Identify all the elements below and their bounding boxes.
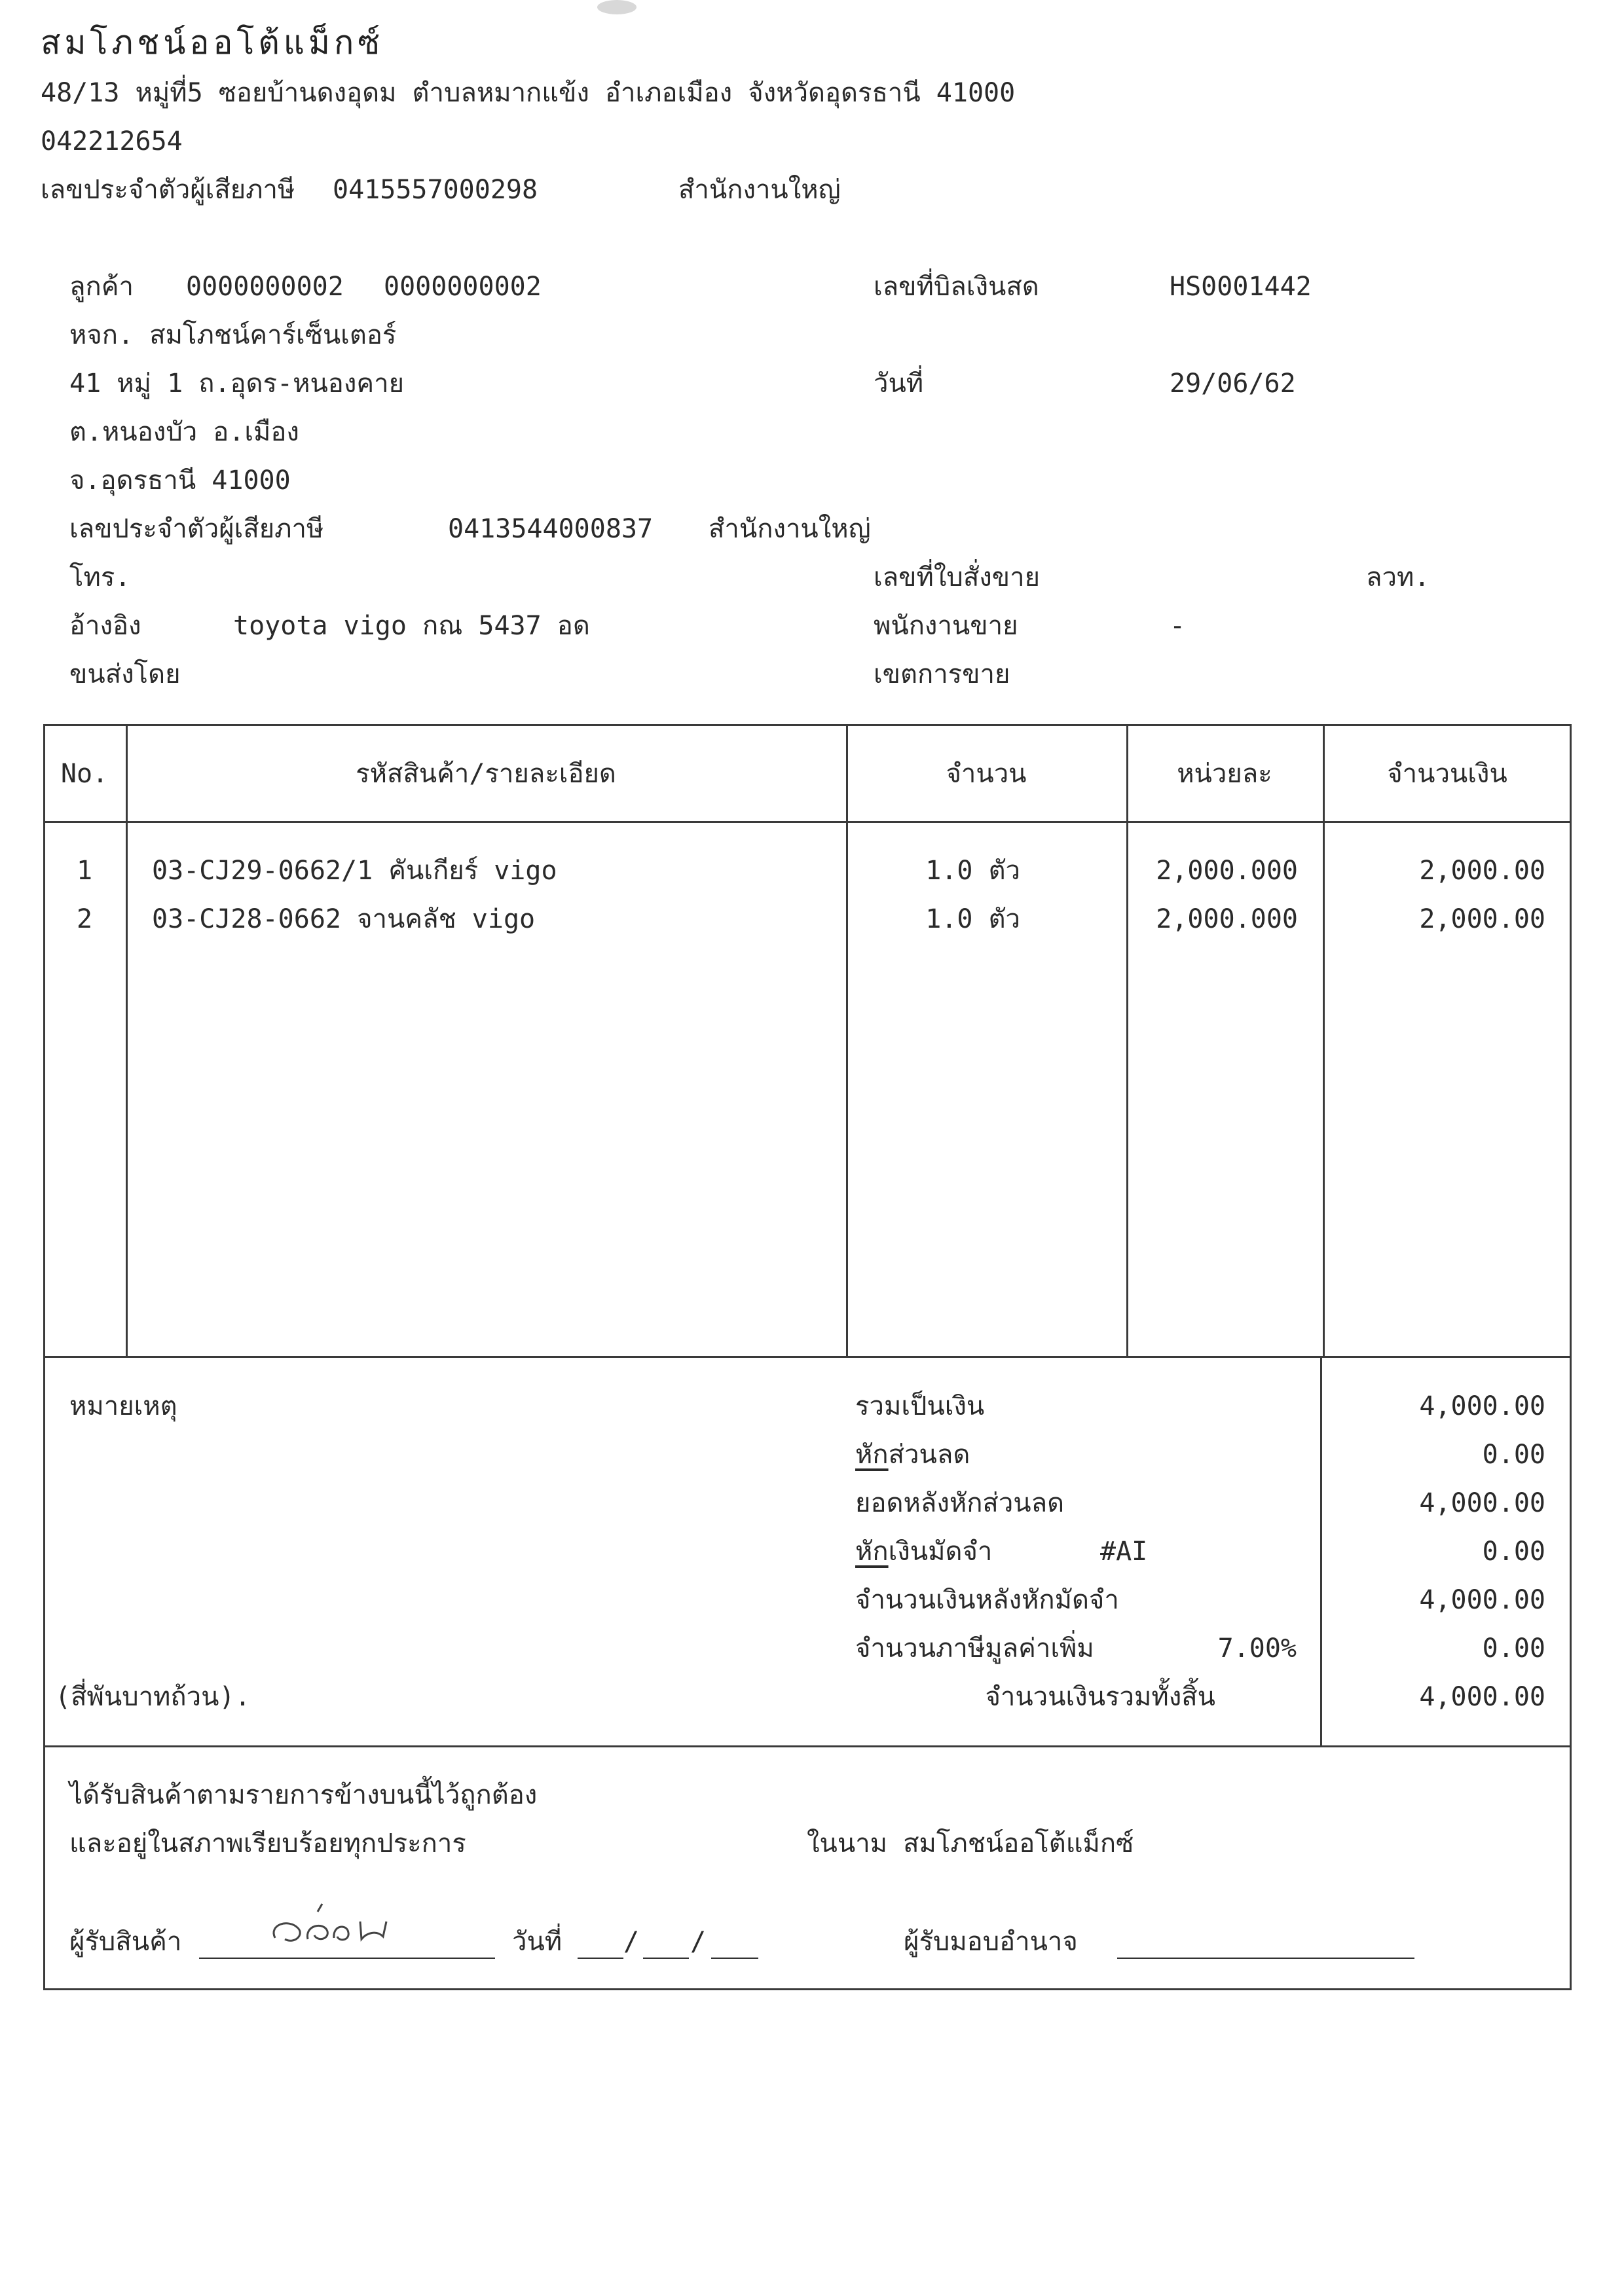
header-unit-price: หน่วยละ (1177, 759, 1272, 789)
received-line-2: และอยู่ในสภาพเรียบร้อยทุกประการ (69, 1829, 466, 1859)
customer-phone-label: โทร. (69, 562, 131, 592)
deposit-value: 0.00 (1482, 1537, 1545, 1567)
col-divider-1 (126, 724, 128, 1358)
grand-total-label: จำนวนเงินรวมทั้งสิ้น (985, 1682, 1215, 1712)
customer-ref: toyota vigo กณ 5437 อด (233, 611, 590, 641)
company-branch: สำนักงานใหญ่ (678, 175, 841, 205)
company-tax-id-label: เลขประจำตัวผู้เสียภาษี (41, 175, 295, 205)
row-1-no: 1 (76, 856, 93, 886)
discount-label-rest: ส่วนลด (888, 1440, 970, 1470)
deposit-label (855, 1539, 992, 1565)
subtotal-label: รวมเป็นเงิน (855, 1391, 985, 1421)
company-address: 48/13 หมู่ที่5 ซอยบ้านดงอุดม ตำบลหมากแข้ง อำเภอเมือง จังหวัดอุดรธานี 41000 (41, 78, 1016, 108)
customer-ship-label: ขนส่งโดย (69, 659, 181, 689)
discount-label-prefix: หัก (855, 1440, 889, 1470)
summary-divider (1320, 1356, 1322, 1747)
customer-address-2: ต.หนองบัว อ.เมือง (69, 417, 299, 447)
row-2-description: 03-CJ28-0662 จานคลัช vigo (152, 904, 536, 934)
customer-ref-label: อ้างอิง (69, 611, 141, 641)
after-discount-label: ยอดหลังหักส่วนลด (855, 1488, 1065, 1518)
receive-date-label: วันที่ (512, 1927, 563, 1957)
customer-label: ลูกค้า (69, 272, 134, 302)
company-name: สมโภชน์ออโต้แม็กซ์ (41, 24, 384, 62)
amount-in-words: (สี่พันบาทถ้วน). (55, 1682, 251, 1712)
row-1-unit-price: 2,000.000 (1156, 856, 1298, 886)
salesperson: - (1170, 611, 1186, 641)
header-quantity: จำนวน (946, 759, 1027, 789)
company-phone: 042212654 (41, 126, 183, 156)
col-divider-2 (846, 724, 848, 1358)
salesperson-label: พนักงานขาย (874, 611, 1018, 641)
received-line-1: ได้รับสินค้าตามรายการข้างบนนี้ไว้ถูกต้อง (69, 1780, 538, 1810)
bill-date-label: วันที่ (874, 369, 924, 399)
receive-date-day-line (578, 1958, 623, 1959)
receiver-signature (262, 1899, 406, 1958)
subtotal-value: 4,000.00 (1419, 1391, 1545, 1421)
col-divider-3 (1126, 724, 1128, 1358)
authorized-signature-line (1117, 1958, 1414, 1959)
bill-number: HS0001442 (1170, 272, 1312, 302)
row-1-quantity: 1.0 ตัว (925, 856, 1020, 886)
row-1-amount: 2,000.00 (1419, 856, 1545, 886)
company-tax-id: 0415557000298 (333, 175, 538, 205)
items-table (43, 724, 1572, 1358)
discount-value: 0.00 (1482, 1440, 1545, 1470)
sales-order-suffix: ลวท. (1366, 562, 1430, 592)
row-2-quantity: 1.0 ตัว (925, 904, 1020, 934)
receiver-label: ผู้รับสินค้า (69, 1927, 182, 1957)
header-amount: จำนวนเงิน (1387, 759, 1507, 789)
row-2-unit-price: 2,000.000 (1156, 904, 1298, 934)
table-header-divider (43, 821, 1572, 823)
vat-value: 0.00 (1482, 1633, 1545, 1664)
receiver-signature-line (199, 1958, 495, 1959)
customer-name: หจก. สมโภชน์คาร์เซ็นเตอร์ (69, 320, 397, 350)
authorized-label: ผู้รับมอบอำนาจ (904, 1927, 1078, 1957)
vat-rate: 7.00% (1217, 1633, 1297, 1664)
customer-branch: สำนักงานใหญ่ (709, 514, 871, 544)
vat-label: จำนวนภาษีมูลค่าเพิ่ม (855, 1633, 1094, 1664)
col-divider-4 (1323, 724, 1325, 1358)
row-1-description: 03-CJ29-0662/1 คันเกียร์ vigo (152, 856, 557, 886)
receive-date-year-line (711, 1958, 758, 1959)
remark-label: หมายเหตุ (69, 1391, 177, 1421)
receive-date-sep-1: / (623, 1927, 640, 1957)
discount-label (855, 1442, 970, 1468)
customer-address-1: 41 หมู่ 1 ถ.อุดร-หนองคาย (69, 369, 405, 399)
after-deposit-value: 4,000.00 (1419, 1585, 1545, 1615)
receive-date-sep-2: / (690, 1927, 707, 1957)
bill-date: 29/06/62 (1170, 369, 1296, 399)
customer-address-3: จ.อุดรธานี 41000 (69, 465, 291, 496)
after-deposit-label: จำนวนเงินหลังหักมัดจำ (855, 1585, 1119, 1615)
scan-smudge (597, 0, 637, 14)
deposit-code: #AI (1100, 1537, 1148, 1567)
grand-total-value: 4,000.00 (1419, 1682, 1545, 1712)
sales-order-label: เลขที่ใบสั่งขาย (874, 562, 1041, 592)
deposit-label-prefix: หัก (855, 1537, 889, 1567)
header-description: รหัสสินค้า/รายละเอียด (356, 759, 616, 789)
after-discount-value: 4,000.00 (1419, 1488, 1545, 1518)
sales-area-label: เขตการขาย (874, 659, 1010, 689)
customer-tax-id: 0413544000837 (448, 514, 654, 544)
deposit-label-rest: เงินมัดจำ (888, 1537, 993, 1567)
header-no: No. (60, 759, 109, 789)
on-behalf-of: ในนาม สมโภชน์ออโต้แม็กซ์ (807, 1829, 1134, 1859)
customer-code-2: 0000000002 (384, 272, 542, 302)
row-2-no: 2 (76, 904, 93, 934)
customer-code-1: 0000000002 (186, 272, 344, 302)
receive-date-month-line (643, 1958, 689, 1959)
customer-tax-id-label: เลขประจำตัวผู้เสียภาษี (69, 514, 324, 544)
bill-number-label: เลขที่บิลเงินสด (874, 272, 1039, 302)
row-2-amount: 2,000.00 (1419, 904, 1545, 934)
